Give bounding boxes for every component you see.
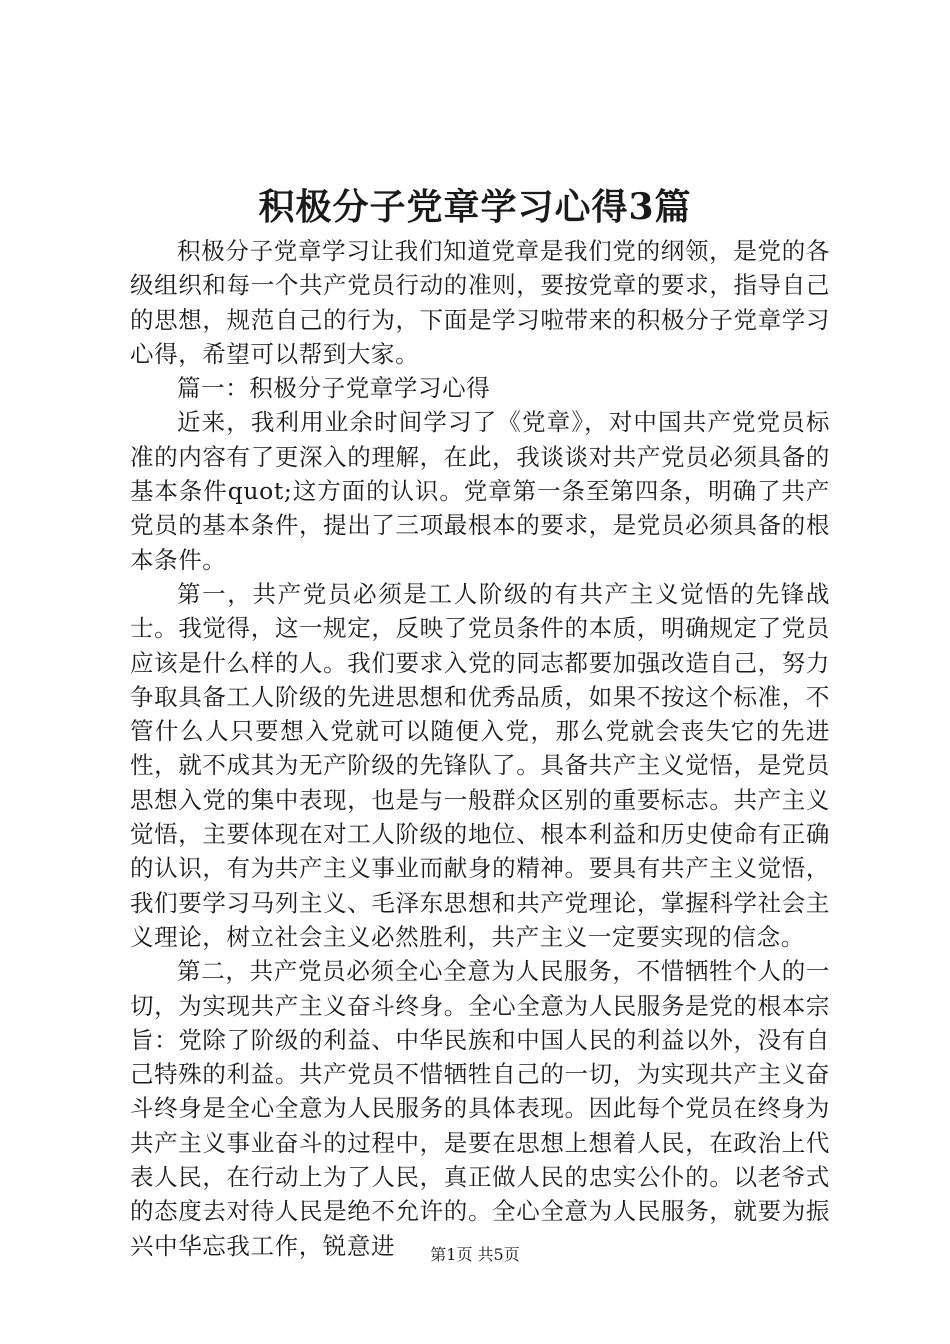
body-paragraph: 第二，共产党员必须全心全意为人民服务，不惜牺牲个人的一切，为实现共产主义奋斗终身。全心全意为人民服务是党的根本宗旨：党除了阶级的利益、中华民族和中国人民的利益以外，没有自己特殊的利益。共产党员不惜牺牲自己的一切，为实现共产主义奋斗终身是全心全意为人民服务的具体表现。因此每个党员在终身为共产主义事业奋斗的过程中，是要在思想上想着人民，在政治上代表人民，在行动上为了人民，真正做人民的忠实公仆的。以老爷式的态度去对待人民是绝不允许的。全心全意为人民服务，就要为振兴中华忘我工作，锐意进	[130, 957, 830, 1260]
page-number-footer: 第1页 共5页	[430, 1245, 520, 1264]
document-title: 积极分子党章学习心得3篇	[258, 186, 692, 228]
section-heading: 篇一：积极分子党章学习心得	[177, 374, 491, 403]
document-body	[130, 234, 830, 1263]
body-paragraph: 第一，共产党员必须是工人阶级的有共产主义觉悟的先锋战士。我觉得，这一规定，反映了党员条件的本质，明确规定了党员应该是什么样的人。我们要求入党的同志都要加强改造自己，努力争取具备工人阶级的先进思想和优秀品质，如果不按这个标准，不管什么人只要想入党就可以随便入党，那么党就会丧失它的先进性，就不成其为无产阶级的先锋队了。具备共产主义觉悟，是党员思想入党的集中表现，也是与一般群众区别的重要标志。共产主义觉悟，主要体现在对工人阶级的地位、根本利益和历史使命有正确的认识，有为共产主义事业而献身的精神。要具有共产主义觉悟，我们要学习马列主义、毛泽东思想和共产党理论，掌握科学社会主义理论，树立社会主义必然胜利，共产主义一定要实现的信念。	[130, 579, 830, 951]
intro-paragraph: 积极分子党章学习让我们知道党章是我们党的纲领，是党的各级组织和每一个共产党员行动的准则，要按党章的要求，指导自己的思想，规范自己的行为，下面是学习啦带来的积极分子党章学习心得，希望可以帮到大家。	[130, 237, 830, 368]
body-paragraph: 近来，我利用业余时间学习了《党章》，对中国共产党党员标准的内容有了更深入的理解，在此，我谈谈对共产党员必须具备的基本条件quot;这方面的认识。党章第一条至第四条，明确了共产党员的基本条件，提出了三项最根本的要求，是党员必须具备的根本条件。	[130, 408, 830, 574]
